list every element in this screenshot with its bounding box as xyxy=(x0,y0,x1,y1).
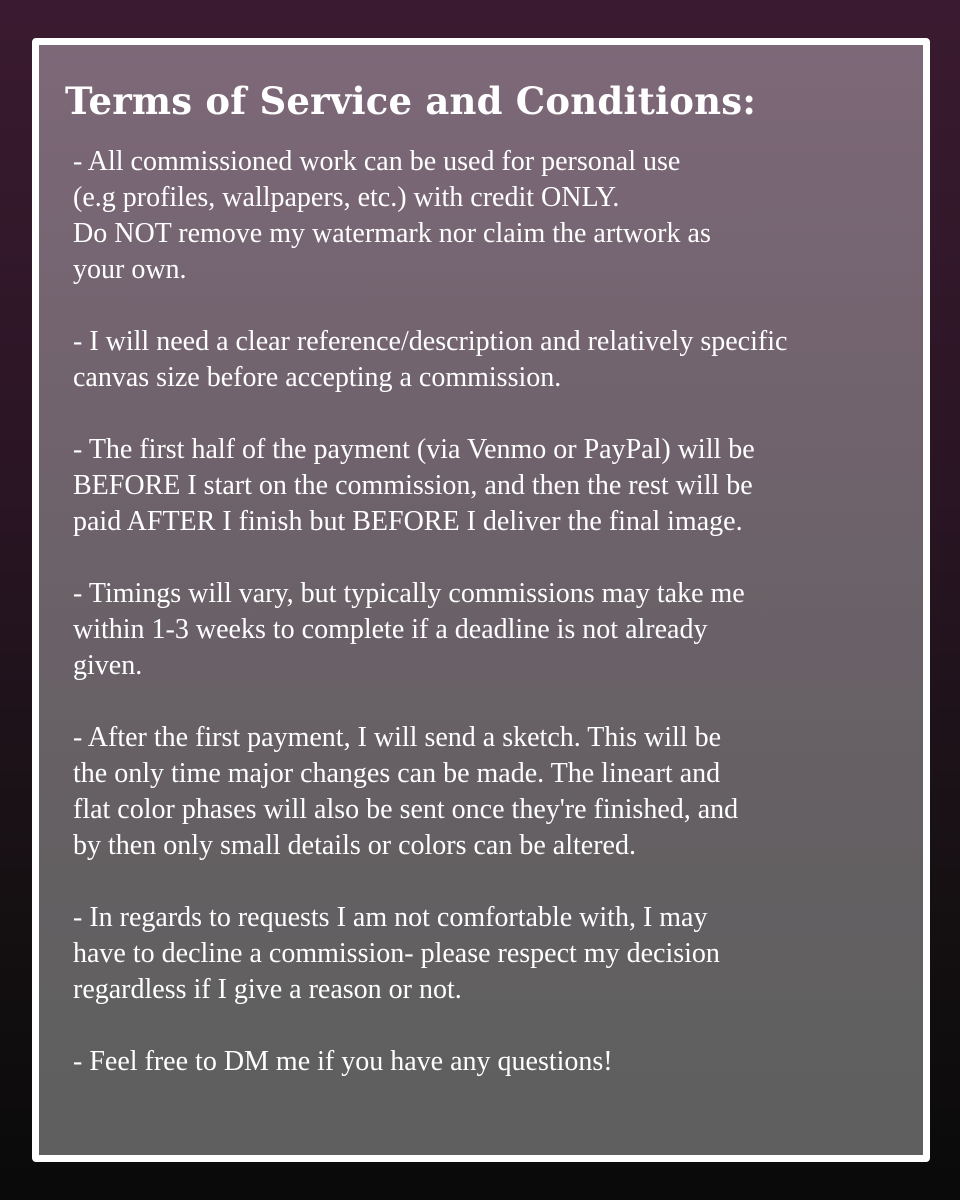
term-line: canvas size before accepting a commission. xyxy=(73,362,562,393)
term-line: have to decline a commission- please respect my decision xyxy=(73,938,720,969)
term-line: - In regards to requests I am not comfortable with, I may xyxy=(73,902,708,933)
term-line: the only time major changes can be made. The lineart and xyxy=(73,758,721,789)
term-line: regardless if I give a reason or not. xyxy=(73,974,462,1005)
term-item xyxy=(73,1044,903,1080)
term-line: paid AFTER I finish but BEFORE I deliver the final image. xyxy=(73,506,743,537)
terms-card xyxy=(32,38,930,1162)
term-line: Do NOT remove my watermark nor claim the artwork as xyxy=(73,218,711,249)
term-line: given. xyxy=(73,650,143,681)
term-item xyxy=(73,576,903,684)
term-line: by then only small details or colors can be altered. xyxy=(73,830,636,861)
term-item xyxy=(73,720,903,864)
term-line: (e.g profiles, wallpapers, etc.) with credit ONLY. xyxy=(73,182,620,213)
term-item xyxy=(73,432,903,540)
term-item xyxy=(73,900,903,1008)
term-item xyxy=(73,144,903,288)
term-line: - After the first payment, I will send a sketch. This will be xyxy=(73,722,722,753)
term-line: - The first half of the payment (via Venmo or PayPal) will be xyxy=(73,434,755,465)
term-line: flat color phases will also be sent once they're finished, and xyxy=(73,794,739,825)
term-line: within 1-3 weeks to complete if a deadline is not already xyxy=(73,614,708,645)
term-line: - Feel free to DM me if you have any questions! xyxy=(73,1046,613,1077)
term-line: - Timings will vary, but typically commissions may take me xyxy=(73,578,745,609)
term-item xyxy=(73,324,903,396)
page-title: Terms of Service and Conditions: xyxy=(65,79,757,123)
term-line: - I will need a clear reference/description and relatively specific xyxy=(73,326,788,357)
terms-list xyxy=(73,144,903,1116)
term-line: - All commissioned work can be used for personal use xyxy=(73,146,681,177)
term-line: BEFORE I start on the commission, and then the rest will be xyxy=(73,470,753,501)
term-line: your own. xyxy=(73,254,187,285)
